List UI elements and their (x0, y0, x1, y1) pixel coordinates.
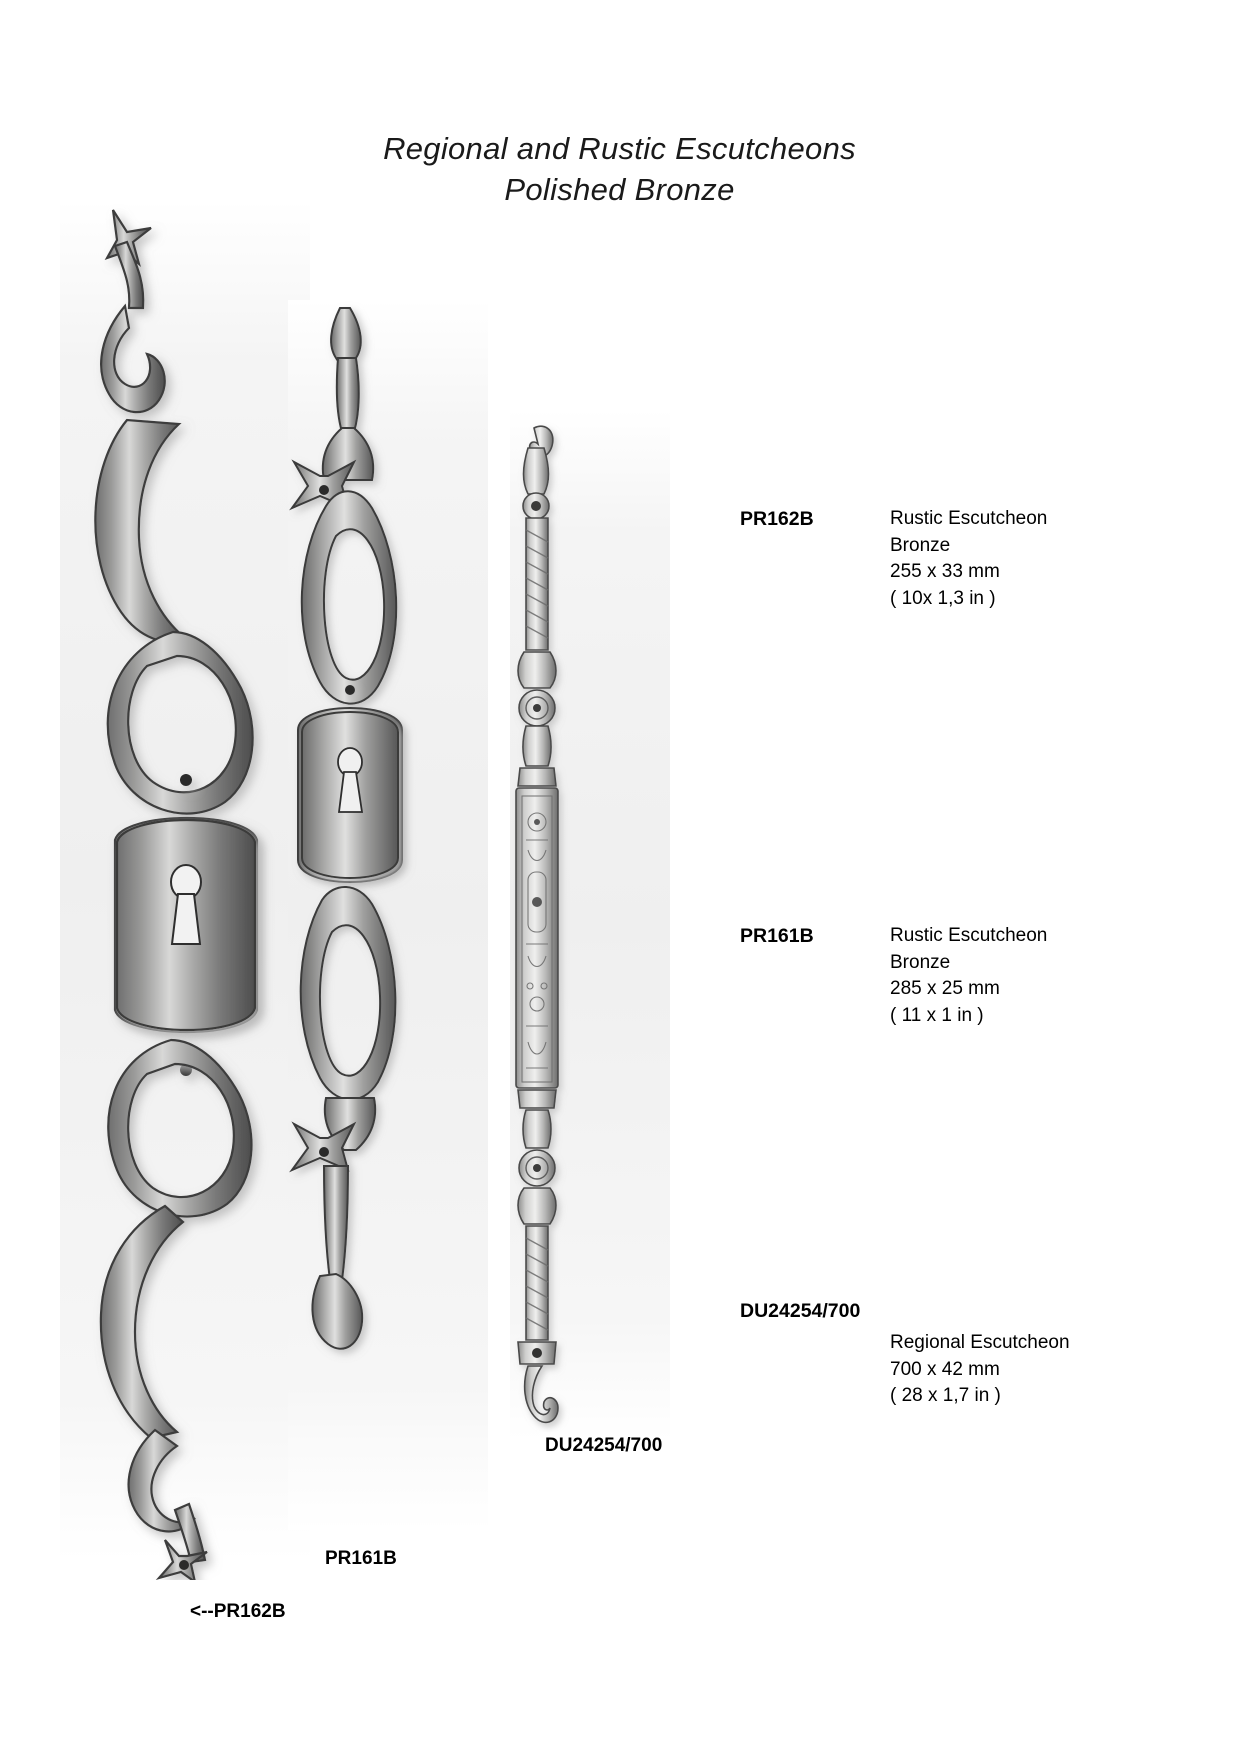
photo-caption-pr161b: PR161B (325, 1548, 397, 1569)
spec-name-pr162b: Rustic Escutcheon (890, 508, 1048, 529)
spec-size-in-du24254-700: ( 28 x 1,7 in ) (890, 1385, 1001, 1406)
page-title-line1: Regional and Rustic Escutcheons (383, 131, 856, 166)
photo-caption-pr162b: <--PR162B (190, 1601, 286, 1622)
spec-material-pr161b: Bronze (890, 951, 951, 973)
spec-size-mm-pr162b: 255 x 33 mm (890, 561, 1000, 582)
spec-name-du24254-700: Regional Escutcheon (890, 1332, 1070, 1353)
page-title-line2: Polished Bronze (504, 172, 735, 207)
spec-code-pr162b: PR162B (740, 508, 814, 530)
spec-size-mm-du24254-700: 700 x 42 mm (890, 1358, 1000, 1380)
spec-material-pr162b: Bronze (890, 534, 951, 556)
spec-size-mm-pr161b: 285 x 25 mm (890, 978, 1000, 999)
spec-code-du24254-700: DU24254/700 (740, 1300, 861, 1322)
spec-code-pr161b: PR161B (740, 925, 814, 947)
photo-caption-du24254-700: DU24254/700 (545, 1435, 663, 1456)
escutcheon-photo-du24254-700 (500, 420, 680, 1450)
escutcheon-photo-pr161b (280, 300, 500, 1540)
spec-name-pr161b: Rustic Escutcheon (890, 925, 1048, 946)
spec-size-in-pr162b: ( 10x 1,3 in ) (890, 587, 996, 609)
spec-description-pr162b (890, 506, 1047, 612)
spec-description-pr161b (890, 923, 1047, 1029)
spec-description-du24254-700 (890, 1330, 1070, 1410)
spec-size-in-pr161b: ( 11 x 1 in ) (890, 1004, 984, 1026)
